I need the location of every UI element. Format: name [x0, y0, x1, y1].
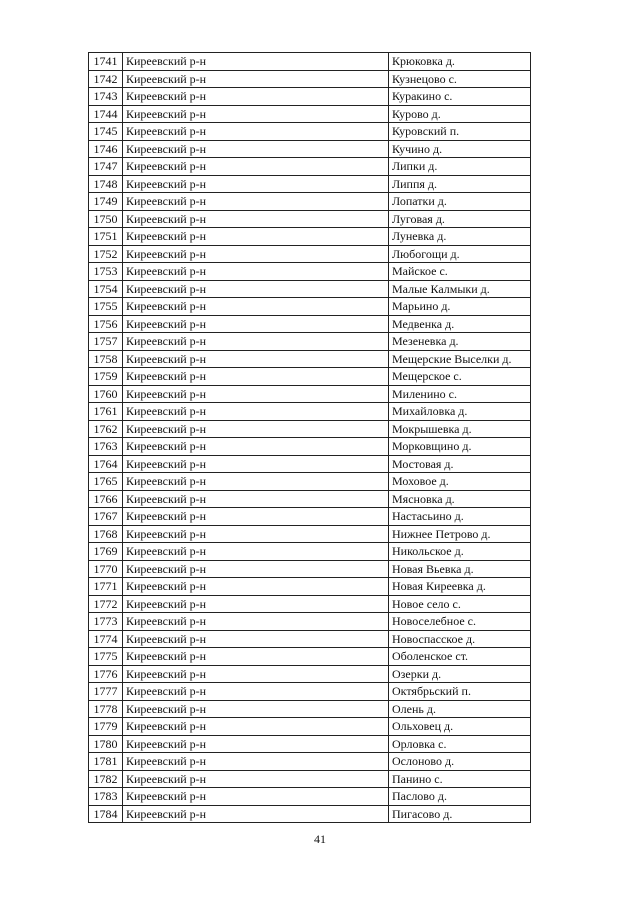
district-cell: Киреевский р-н — [123, 333, 389, 351]
row-number-cell: 1778 — [89, 700, 123, 718]
district-cell: Киреевский р-н — [123, 280, 389, 298]
settlement-cell: Кузнецово с. — [389, 70, 531, 88]
row-number-cell: 1767 — [89, 508, 123, 526]
row-number-cell: 1744 — [89, 105, 123, 123]
row-number-cell: 1749 — [89, 193, 123, 211]
row-number-cell: 1772 — [89, 595, 123, 613]
table-row — [89, 718, 531, 736]
settlement-cell: Пигасово д. — [389, 805, 531, 823]
settlement-cell: Оболенское ст. — [389, 648, 531, 666]
settlement-cell: Новоспасское д. — [389, 630, 531, 648]
settlements-table — [88, 52, 531, 823]
district-cell: Киреевский р-н — [123, 140, 389, 158]
page-number: 41 — [314, 832, 326, 846]
district-cell: Киреевский р-н — [123, 525, 389, 543]
district-cell: Киреевский р-н — [123, 595, 389, 613]
table-row — [89, 700, 531, 718]
row-number-cell: 1756 — [89, 315, 123, 333]
district-cell: Киреевский р-н — [123, 718, 389, 736]
district-cell: Киреевский р-н — [123, 753, 389, 771]
settlement-cell: Любогощи д. — [389, 245, 531, 263]
table-row — [89, 88, 531, 106]
table-row — [89, 490, 531, 508]
table-row — [89, 595, 531, 613]
settlement-cell: Мезеневка д. — [389, 333, 531, 351]
settlement-cell: Куровский п. — [389, 123, 531, 141]
table-row — [89, 158, 531, 176]
district-cell: Киреевский р-н — [123, 53, 389, 71]
table-row — [89, 298, 531, 316]
row-number-cell: 1743 — [89, 88, 123, 106]
settlement-cell: Мокрышевка д. — [389, 420, 531, 438]
settlement-cell: Настасьино д. — [389, 508, 531, 526]
district-cell: Киреевский р-н — [123, 788, 389, 806]
settlement-cell: Мясновка д. — [389, 490, 531, 508]
settlement-cell: Луговая д. — [389, 210, 531, 228]
row-number-cell: 1774 — [89, 630, 123, 648]
row-number-cell: 1760 — [89, 385, 123, 403]
settlement-cell: Никольское д. — [389, 543, 531, 561]
settlement-cell: Крюковка д. — [389, 53, 531, 71]
district-cell: Киреевский р-н — [123, 158, 389, 176]
table-row — [89, 508, 531, 526]
table-row — [89, 123, 531, 141]
district-cell: Киреевский р-н — [123, 263, 389, 281]
settlement-cell: Мостовая д. — [389, 455, 531, 473]
district-cell: Киреевский р-н — [123, 123, 389, 141]
district-cell: Киреевский р-н — [123, 403, 389, 421]
settlement-cell: Миленино с. — [389, 385, 531, 403]
district-cell: Киреевский р-н — [123, 665, 389, 683]
table-row — [89, 805, 531, 823]
settlement-cell: Курово д. — [389, 105, 531, 123]
district-cell: Киреевский р-н — [123, 490, 389, 508]
settlement-cell: Олень д. — [389, 700, 531, 718]
table-row — [89, 210, 531, 228]
settlement-cell: Октябрьский п. — [389, 683, 531, 701]
settlement-cell: Новоселебное с. — [389, 613, 531, 631]
district-cell: Киреевский р-н — [123, 700, 389, 718]
district-cell: Киреевский р-н — [123, 543, 389, 561]
row-number-cell: 1762 — [89, 420, 123, 438]
table-row — [89, 245, 531, 263]
settlement-cell: Новая Киреевка д. — [389, 578, 531, 596]
settlement-cell: Панино с. — [389, 770, 531, 788]
row-number-cell: 1771 — [89, 578, 123, 596]
table-row — [89, 438, 531, 456]
district-cell: Киреевский р-н — [123, 508, 389, 526]
district-cell: Киреевский р-н — [123, 298, 389, 316]
district-cell: Киреевский р-н — [123, 648, 389, 666]
row-number-cell: 1764 — [89, 455, 123, 473]
district-cell: Киреевский р-н — [123, 368, 389, 386]
district-cell: Киреевский р-н — [123, 630, 389, 648]
row-number-cell: 1758 — [89, 350, 123, 368]
settlement-cell: Малые Калмыки д. — [389, 280, 531, 298]
table-row — [89, 280, 531, 298]
row-number-cell: 1769 — [89, 543, 123, 561]
row-number-cell: 1768 — [89, 525, 123, 543]
row-number-cell: 1765 — [89, 473, 123, 491]
row-number-cell: 1782 — [89, 770, 123, 788]
settlement-cell: Орловка с. — [389, 735, 531, 753]
table-row — [89, 578, 531, 596]
district-cell: Киреевский р-н — [123, 735, 389, 753]
district-cell: Киреевский р-н — [123, 88, 389, 106]
district-cell: Киреевский р-н — [123, 420, 389, 438]
table-row — [89, 648, 531, 666]
settlement-cell: Медвенка д. — [389, 315, 531, 333]
settlement-cell: Марьино д. — [389, 298, 531, 316]
row-number-cell: 1754 — [89, 280, 123, 298]
table-row — [89, 770, 531, 788]
settlement-cell: Кучино д. — [389, 140, 531, 158]
table-row — [89, 473, 531, 491]
settlement-cell: Мещерское с. — [389, 368, 531, 386]
row-number-cell: 1746 — [89, 140, 123, 158]
settlement-cell: Моховое д. — [389, 473, 531, 491]
row-number-cell: 1759 — [89, 368, 123, 386]
table-row — [89, 630, 531, 648]
row-number-cell: 1753 — [89, 263, 123, 281]
table-row — [89, 368, 531, 386]
district-cell: Киреевский р-н — [123, 613, 389, 631]
table-row — [89, 53, 531, 71]
row-number-cell: 1770 — [89, 560, 123, 578]
settlement-cell: Майское с. — [389, 263, 531, 281]
table-row — [89, 385, 531, 403]
table-row — [89, 140, 531, 158]
district-cell: Киреевский р-н — [123, 770, 389, 788]
row-number-cell: 1763 — [89, 438, 123, 456]
district-cell: Киреевский р-н — [123, 210, 389, 228]
district-cell: Киреевский р-н — [123, 578, 389, 596]
district-cell: Киреевский р-н — [123, 245, 389, 263]
settlement-cell: Новое село с. — [389, 595, 531, 613]
district-cell: Киреевский р-н — [123, 805, 389, 823]
table-row — [89, 333, 531, 351]
table-row — [89, 455, 531, 473]
district-cell: Киреевский р-н — [123, 105, 389, 123]
district-cell: Киреевский р-н — [123, 228, 389, 246]
row-number-cell: 1742 — [89, 70, 123, 88]
row-number-cell: 1773 — [89, 613, 123, 631]
district-cell: Киреевский р-н — [123, 193, 389, 211]
table-row — [89, 665, 531, 683]
district-cell: Киреевский р-н — [123, 683, 389, 701]
row-number-cell: 1748 — [89, 175, 123, 193]
settlement-cell: Морковщино д. — [389, 438, 531, 456]
table-row — [89, 735, 531, 753]
table-row — [89, 788, 531, 806]
district-cell: Киреевский р-н — [123, 455, 389, 473]
row-number-cell: 1752 — [89, 245, 123, 263]
settlement-cell: Куракино с. — [389, 88, 531, 106]
table-row — [89, 105, 531, 123]
row-number-cell: 1755 — [89, 298, 123, 316]
row-number-cell: 1775 — [89, 648, 123, 666]
table-row — [89, 543, 531, 561]
settlement-cell: Новая Вьевка д. — [389, 560, 531, 578]
settlement-cell: Мещерские Выселки д. — [389, 350, 531, 368]
row-number-cell: 1747 — [89, 158, 123, 176]
row-number-cell: 1781 — [89, 753, 123, 771]
row-number-cell: 1750 — [89, 210, 123, 228]
district-cell: Киреевский р-н — [123, 315, 389, 333]
row-number-cell: 1783 — [89, 788, 123, 806]
settlement-cell: Михайловка д. — [389, 403, 531, 421]
district-cell: Киреевский р-н — [123, 350, 389, 368]
row-number-cell: 1784 — [89, 805, 123, 823]
district-cell: Киреевский р-н — [123, 385, 389, 403]
settlement-cell: Липпя д. — [389, 175, 531, 193]
settlement-cell: Лопатки д. — [389, 193, 531, 211]
district-cell: Киреевский р-н — [123, 70, 389, 88]
table-row — [89, 315, 531, 333]
table-row — [89, 175, 531, 193]
settlement-cell: Ольховец д. — [389, 718, 531, 736]
table-row — [89, 420, 531, 438]
table-row — [89, 193, 531, 211]
settlement-cell: Паслово д. — [389, 788, 531, 806]
settlement-cell: Ослоново д. — [389, 753, 531, 771]
district-cell: Киреевский р-н — [123, 438, 389, 456]
row-number-cell: 1751 — [89, 228, 123, 246]
row-number-cell: 1761 — [89, 403, 123, 421]
row-number-cell: 1745 — [89, 123, 123, 141]
table-row — [89, 228, 531, 246]
row-number-cell: 1780 — [89, 735, 123, 753]
table-row — [89, 683, 531, 701]
settlement-cell: Липки д. — [389, 158, 531, 176]
table-row — [89, 263, 531, 281]
table-row — [89, 753, 531, 771]
row-number-cell: 1741 — [89, 53, 123, 71]
row-number-cell: 1776 — [89, 665, 123, 683]
district-cell: Киреевский р-н — [123, 473, 389, 491]
table-row — [89, 525, 531, 543]
settlement-cell: Нижнее Петрово д. — [389, 525, 531, 543]
row-number-cell: 1779 — [89, 718, 123, 736]
row-number-cell: 1777 — [89, 683, 123, 701]
table-row — [89, 70, 531, 88]
district-cell: Киреевский р-н — [123, 560, 389, 578]
table-row — [89, 613, 531, 631]
settlement-cell: Луневка д. — [389, 228, 531, 246]
table-row — [89, 403, 531, 421]
table-row — [89, 560, 531, 578]
district-cell: Киреевский р-н — [123, 175, 389, 193]
table-row — [89, 350, 531, 368]
table-body — [89, 53, 531, 823]
settlement-cell: Озерки д. — [389, 665, 531, 683]
row-number-cell: 1757 — [89, 333, 123, 351]
row-number-cell: 1766 — [89, 490, 123, 508]
